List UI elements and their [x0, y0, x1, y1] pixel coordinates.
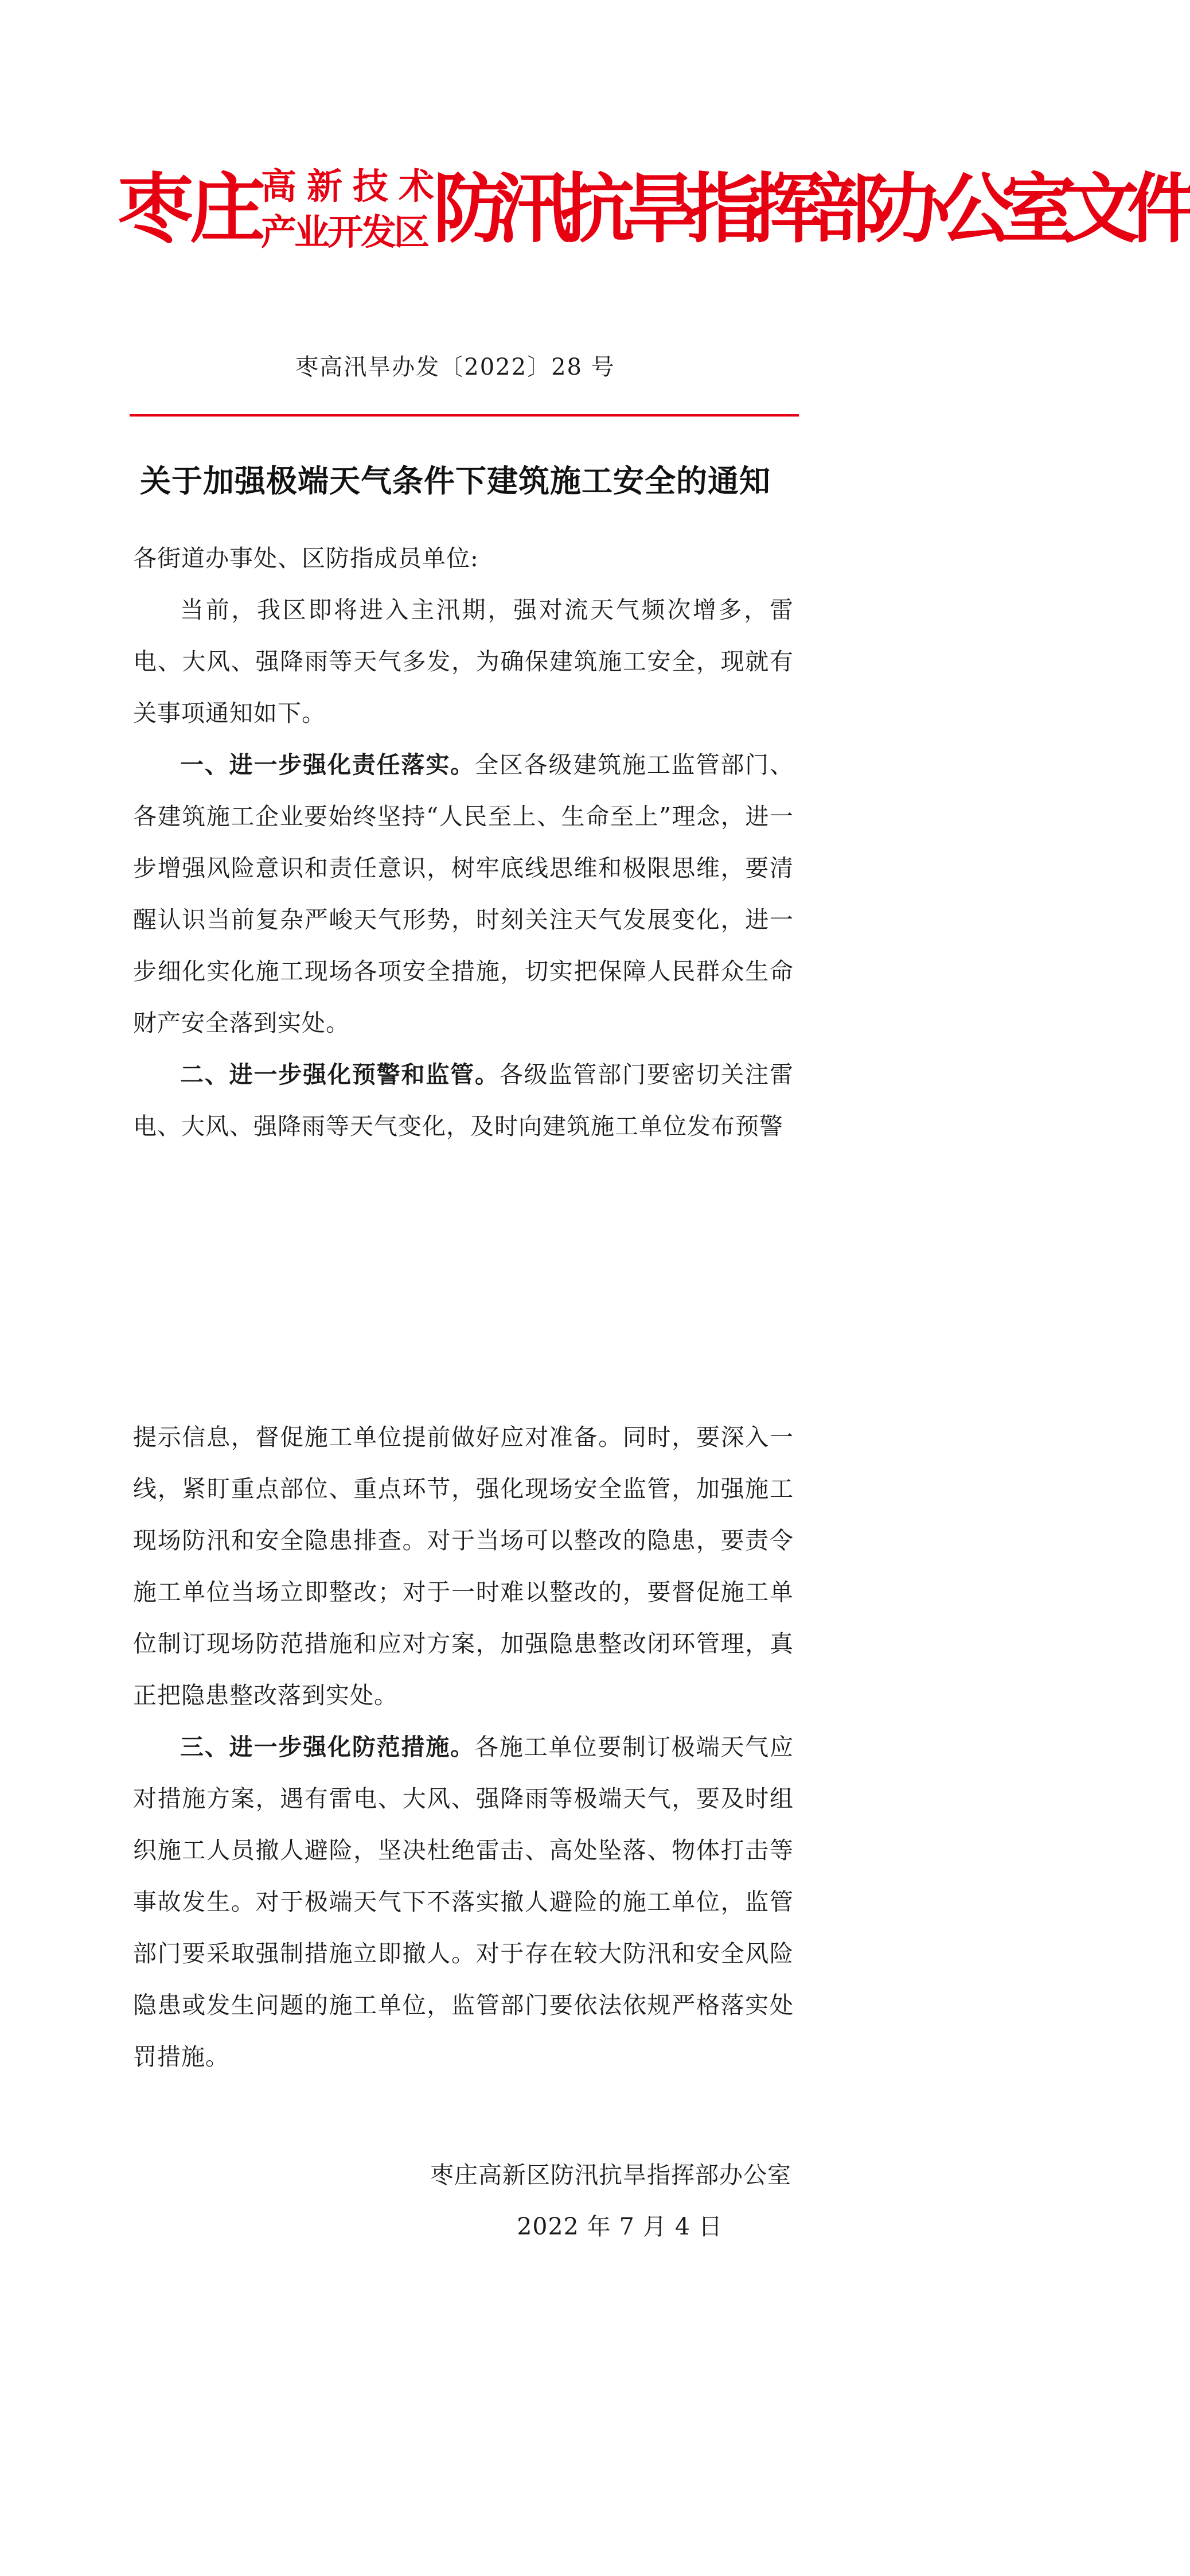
section-1-paragraph: [133, 739, 794, 1049]
section-2-heading: 二、进一步强化预警和监管。: [180, 1061, 500, 1088]
issuer-signature: 枣庄高新区防汛抗旱指挥部办公室: [430, 2161, 791, 2189]
section-2-paragraph-continued: 提示信息，督促施工单位提前做好应对准备。同时，要深入一线，紧盯重点部位、重点环节，强化现场安全监管，加强施工现场防汛和安全隐患排查。对于当场可以整改的隐患，要责令施工单位当场立即整改；对于一时难以整改的，要督促施工单位制订现场防范措施和应对方案，加强隐患整改闭环管理，真正把隐患整改落到实处。: [133, 1423, 794, 1709]
masthead-zone-stack: [261, 164, 445, 255]
salutation-block: [133, 532, 794, 584]
notice-title: 关于加强极端天气条件下建筑施工安全的通知: [140, 462, 771, 499]
masthead: [118, 152, 1190, 267]
section-3-text: 各施工单位要制订极端天气应对措施方案，遇有雷电、大风、强降雨等极端天气，要及时组织施工人员撤人避险，坚决杜绝雷击、高处坠落、物体打击等事故发生。对于极端天气下不落实撤人避险的施工单位，监管部门要采取强制措施立即撤人。对于存在较大防汛和安全风险隐患或发生问题的施工单位，监管部门要依法依规严格落实处罚措施。: [133, 1733, 794, 2071]
section-2-paragraph-start: [133, 1049, 794, 1152]
body-upper: [133, 584, 794, 1152]
issue-date: 2022 年 7 月 4 日: [517, 2213, 723, 2240]
salutation: 各街道办事处、区防指成员单位:: [133, 544, 479, 572]
section-3-heading: 三、进一步强化防范措施。: [180, 1733, 475, 1761]
intro-paragraph: 当前，我区即将进入主汛期，强对流天气频次增多，雷电、大风、强降雨等天气多发，为确保建筑施工安全，现就有关事项通知如下。: [133, 596, 794, 727]
section-2-text-part1: 各级监管部门要密切关注雷电、大风、强降雨等天气变化，及时向建筑施工单位发布预警: [133, 1061, 794, 1140]
document-number: 枣高汛旱办发〔2022〕28 号: [295, 354, 615, 380]
masthead-office-title: 防汛抗旱指挥部办公室文件: [433, 165, 1190, 254]
masthead-city: 枣庄: [118, 165, 262, 254]
masthead-zone-bottom: 产业开发区: [261, 211, 428, 253]
section-3-paragraph: [133, 1721, 794, 2083]
section-1-heading: 一、进一步强化责任落实。: [180, 751, 475, 779]
red-separator-line: [130, 414, 799, 417]
body-lower: [133, 1411, 794, 2083]
masthead-zone-top: 高新技术: [261, 165, 445, 207]
section-1-text: 全区各级建筑施工监管部门、各建筑施工企业要始终坚持“人民至上、生命至上”理念，进一步增强风险意识和责任意识，树牢底线思维和极限思维，要清醒认识当前复杂严峻天气形势，时刻关注天气发展变化，进一步细化实化施工现场各项安全措施，切实把保障人民群众生命财产安全落到实处。: [133, 751, 794, 1037]
